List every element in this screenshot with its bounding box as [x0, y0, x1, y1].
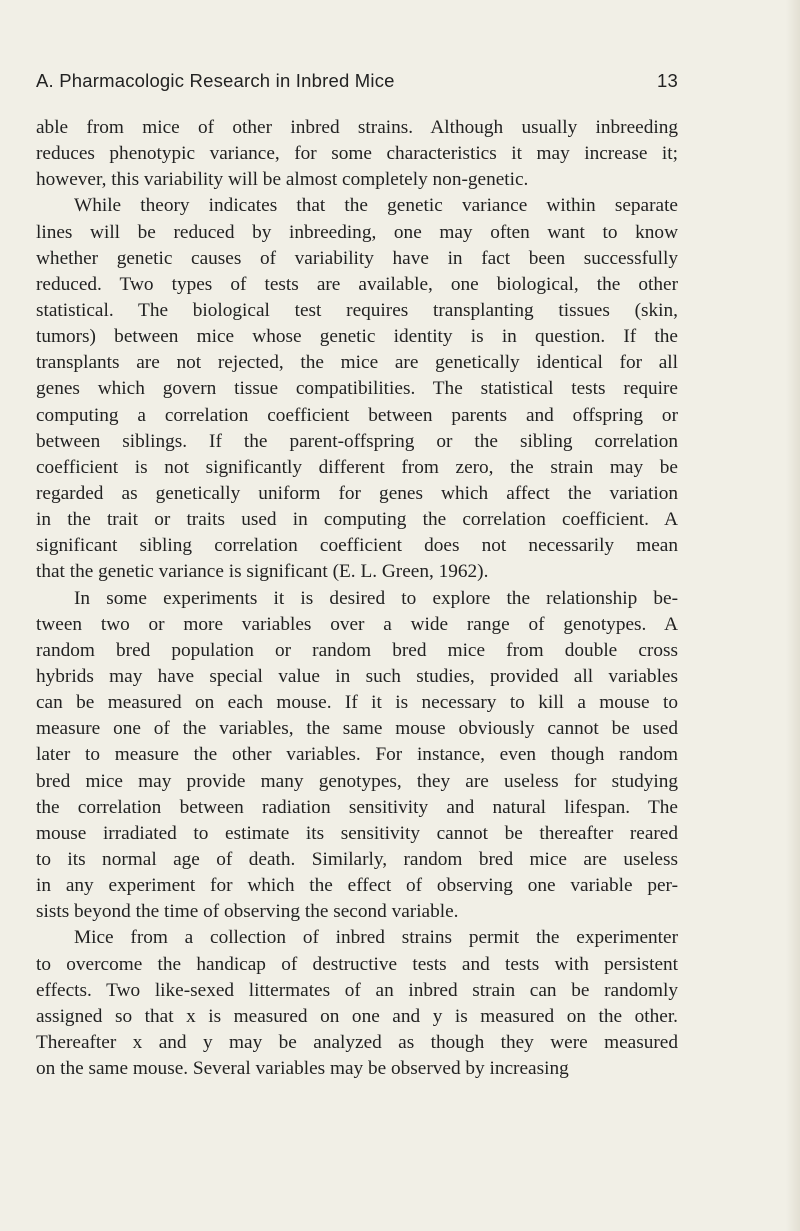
- text-line: the correlation between radiation sensitivity and natural lifespan. The: [36, 796, 678, 818]
- text-line: regarded as genetically uniform for genes which affect the variation: [36, 482, 678, 504]
- text-line: in any experiment for which the effect of observing one variable per-: [36, 875, 678, 897]
- text-line: reduces phenotypic variance, for some characteristics it may increase it;: [36, 143, 678, 165]
- page-edge-shadow: [786, 0, 800, 1231]
- text-line: hybrids may have special value in such studies, provided all variables: [36, 665, 678, 687]
- text-line: statistical. The biological test requires transplanting tissues (skin,: [36, 299, 678, 321]
- text-line: bred mice may provide many genotypes, they are useless for studying: [36, 770, 678, 792]
- text-line: Mice from a collection of inbred strains permit the experimenter: [74, 927, 678, 949]
- text-line: to its normal age of death. Similarly, random bred mice are useless: [36, 848, 678, 870]
- text-line: coefficient is not significantly different from zero, the strain may be: [36, 456, 678, 478]
- text-line: tween two or more variables over a wide range of genotypes. A: [36, 613, 678, 635]
- text-line: whether genetic causes of variability have in fact been successfully: [36, 247, 678, 269]
- text-line: sists beyond the time of observing the second variable.: [36, 901, 459, 923]
- text-line: While theory indicates that the genetic variance within separate: [74, 195, 678, 217]
- paragraph: [36, 193, 678, 585]
- page-number: 13: [657, 70, 678, 91]
- text-line: measure one of the variables, the same mouse obviously cannot be used: [36, 718, 678, 740]
- paragraph: [36, 586, 678, 926]
- text-line: assigned so that x is measured on one and y is measured on the other.: [36, 1005, 678, 1027]
- running-head: [36, 70, 678, 98]
- text-line: later to measure the other variables. For instance, even though random: [36, 744, 678, 766]
- running-head-title: A. Pharmacologic Research in Inbred Mice: [36, 70, 395, 91]
- paragraph: [36, 925, 678, 1082]
- text-line: tumors) between mice whose genetic identity is in question. If the: [36, 326, 678, 348]
- text-line: In some experiments it is desired to explore the relationship be-: [74, 587, 678, 609]
- text-line: in the trait or traits used in computing the correlation coefficient. A: [36, 509, 678, 531]
- text-line: on the same mouse. Several variables may be observed by increasing: [36, 1058, 569, 1080]
- text-line: lines will be reduced by inbreeding, one may often want to know: [36, 221, 678, 243]
- body-text: [36, 115, 678, 1082]
- text-line: however, this variability will be almost completely non-genetic.: [36, 169, 529, 191]
- text-line: can be measured on each mouse. If it is necessary to kill a mouse to: [36, 692, 678, 714]
- text-line: random bred population or random bred mice from double cross: [36, 639, 678, 661]
- text-line: effects. Two like-sexed littermates of an inbred strain can be randomly: [36, 979, 678, 1001]
- text-line: that the genetic variance is significant (E. L. Green, 1962).: [36, 561, 489, 583]
- text-line: significant sibling correlation coefficient does not necessarily mean: [36, 535, 678, 557]
- paragraph: [36, 115, 678, 193]
- text-line: genes which govern tissue compatibilities. The statistical tests require: [36, 378, 678, 400]
- text-line: reduced. Two types of tests are available, one biological, the other: [36, 273, 678, 295]
- text-line: transplants are not rejected, the mice are genetically identical for all: [36, 352, 678, 374]
- text-line: mouse irradiated to estimate its sensitivity cannot be thereafter reared: [36, 822, 678, 844]
- text-line: able from mice of other inbred strains. Although usually inbreeding: [36, 117, 678, 138]
- text-line: computing a correlation coefficient between parents and offspring or: [36, 404, 678, 426]
- text-line: between siblings. If the parent-offspring or the sibling correlation: [36, 430, 678, 452]
- text-line: Thereafter x and y may be analyzed as though they were measured: [36, 1031, 678, 1053]
- text-line: to overcome the handicap of destructive tests and tests with persistent: [36, 953, 678, 975]
